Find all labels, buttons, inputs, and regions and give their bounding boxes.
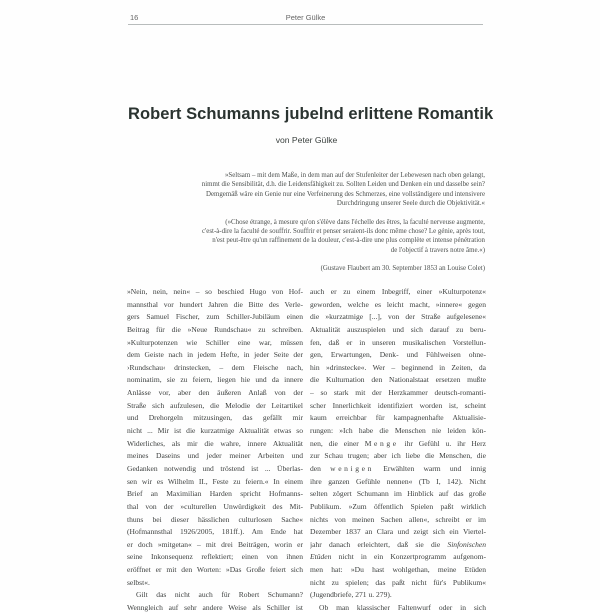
header-rule	[128, 24, 483, 25]
body-line: ›Rundschau‹ drinstecken, – dem Fleische nach,	[127, 362, 303, 372]
body-line: men hat: »Du hast wohlgethan, meine Etüden	[310, 565, 486, 575]
body-line: nominatim, sie zu feiern, liegen hie und da innere	[127, 375, 303, 385]
body-line: auch er zu einem Inbegriff, einer »Kulturpotenz«	[310, 287, 486, 296]
body-text: den	[310, 463, 321, 473]
body-text: Erwählten warm und innig	[383, 463, 486, 473]
body-line: Aktualität auszuspielen und sich darauf zu beru-	[310, 324, 486, 334]
body-line: nicht zu spielen; das paßt nicht für's Publikum«	[310, 577, 486, 587]
body-line: eröffnet er mit den Worten: »Das Große feiert sich	[127, 565, 303, 575]
body-line: zur Schau trugen; aber ich liebe die Menschen, die	[310, 451, 486, 461]
body-column-left	[127, 286, 303, 615]
body-text: nen, die einer	[310, 438, 359, 448]
body-line: Anlässe vor, aber den äußeren Anlaß von der	[127, 388, 303, 398]
body-line: »Kulturpotenzen wie Schiller eine war, müssen	[127, 337, 303, 347]
italic-title: Sinfonischen	[447, 539, 486, 549]
epigraph	[148, 171, 485, 274]
body-line: meines Daseins und jeder meiner Arbeiten und	[127, 451, 303, 461]
spaced-emphasis: wenigen	[330, 463, 374, 473]
body-line: sen wir es Wilhelm II., Feste zu feiern.« In einem	[127, 476, 303, 486]
body-line: thuns bei dieser hässlichen culturlosen Sache«	[127, 514, 303, 524]
epigraph-line: de l'objectif à travers notre âme.«)	[390, 246, 485, 254]
body-line: selten zögert Schumann im Hinblick auf das große	[310, 489, 486, 499]
spaced-emphasis: Menge	[364, 438, 399, 448]
body-line: Widerliches, als mir die wahre, innere Aktualität	[127, 438, 303, 448]
body-line: Beitrag für die »Neue Rundschau« zu schreiben.	[127, 324, 303, 334]
page-number: 16	[130, 13, 139, 22]
body-line: Wenngleich auf sehr andere Weise als Schiller ist	[127, 603, 303, 613]
body-line: thal von der »culturellen Unwürdigkeit des Mit-	[127, 501, 303, 511]
epigraph-line: »Seltsam – mit dem Maße, in dem man auf der Stufenleiter der Lebewesen nach oben gelangt,	[224, 172, 485, 179]
body-line	[310, 463, 486, 476]
running-head-author: Peter Gülke	[285, 13, 326, 22]
epigraph-line: Durchdringung unserer Seele durch die Objektivität.«	[336, 200, 485, 208]
body-line: geworden, welche es leicht macht, »innere« gegen	[310, 299, 486, 309]
epigraph-line: n'est peut-être qu'un raffinement de la douleur, c'est-à-dire une plus complète et intense pénétration	[212, 237, 485, 245]
body-line: dem Geiste nach in jedem Hefte, in jeder Seite der	[127, 350, 303, 360]
body-line: seine Inkonsequenz reflektiert; einen von ihnen	[127, 552, 303, 562]
body-line: die »kurzatmige [...], von der Straße aufgelesene«	[310, 312, 486, 322]
body-line: Gilt das nicht auch für Robert Schumann?	[136, 590, 303, 600]
body-line: gers Samuel Fischer, zum Schiller-Jubiläum einen	[127, 312, 303, 322]
body-line	[310, 539, 486, 552]
epigraph-german	[148, 171, 485, 209]
body-line: gen, Erwartungen, Denk- und Fühlweisen ohne-	[310, 350, 486, 360]
article-byline: von Peter Gülke	[275, 135, 338, 145]
body-line: Ob man klassischer Faltenwurf oder in sich	[319, 603, 486, 613]
body-line	[310, 438, 486, 451]
body-line: er doch »mitgetan« – mit drei Beiträgen, worin er	[127, 539, 303, 549]
body-line: scher Innerlichkeit identifiziert worden ist, scheint	[310, 400, 486, 410]
body-line: Dezember 1837 an Clara und zeigt sich ein Viertel-	[310, 527, 486, 537]
body-column-right	[310, 286, 486, 615]
body-line: (Jugendbriefe, 271 u. 279).	[310, 590, 392, 600]
italic-title: Etüden	[310, 552, 332, 562]
body-line: Brief an Maximilian Harden spricht Hofmanns-	[127, 489, 303, 499]
body-line: selbst«.	[127, 577, 150, 587]
epigraph-source: (Gustave Flaubert am 30. September 1853 an Louise Colet)	[320, 265, 485, 273]
body-line: fen, daß er in unseren musikalischen Vorstellun-	[310, 337, 486, 347]
body-line: ihre ganzen Gefühle nennen« (Tb I, 142). Nicht	[310, 476, 486, 486]
body-line: hin »drinstecke«. Wer – beginnend in Zeiten, da	[310, 362, 486, 372]
body-text: ihr Gefühl u. ihr Herz	[404, 438, 486, 448]
body-line: und Drehorgeln mitzusingen, das gefällt mir	[127, 413, 303, 423]
body-text: nicht in ein Konzertprogramm aufgenom-	[338, 552, 486, 562]
body-text: jahr danach erleichtert, daß sie die	[310, 539, 441, 549]
body-line: Publikum. »Zum öffentlich Spielen paßt wirklich	[310, 501, 486, 511]
body-line: mannsthal vor hundert Jahren die Bitte des Verle-	[127, 299, 303, 309]
body-line: Gedanken notwendig und tröstend ist ... Überlas-	[127, 463, 303, 473]
body-line: kaum erreichbar für kampagnenhafte Aktualisie-	[310, 413, 486, 423]
body-line: die Kulturnation den Nationalstaat ersetzen mußte	[310, 375, 486, 385]
body-line: »Nein, nein, nein« – so beschied Hugo von Hof-	[127, 287, 303, 296]
body-line: Straße sich aufzulesen, die Melodie der Leitartikel	[127, 400, 303, 410]
epigraph-line: Demgemäß wäre ein Genie nur eine Verfeinerung des Schmerzes, eine vollständigere und intensivere	[205, 190, 485, 198]
body-line: rungen: »Ich habe die Menschen nie leiden kön-	[310, 426, 486, 436]
body-line: nicht ... Mir ist die kurzatmige Aktualität etwas so	[127, 426, 303, 436]
epigraph-french	[148, 218, 485, 256]
body-line: (Hofmannsthal 1926/2005, 181ff.). Am Ende hat	[127, 527, 303, 537]
body-line: – so stark mit der Herzkammer deutsch-romanti-	[310, 388, 486, 398]
article-title: Robert Schumanns jubelnd erlittene Romantik	[128, 105, 494, 123]
epigraph-line: (»Chose étrange, à mesure qu'on s'élève dans l'échelle des êtres, la faculté nerveuse augmente,	[225, 218, 485, 226]
body-line	[310, 551, 486, 564]
body-line: nichts von meinen Sachen allen«, schreibt er im	[310, 514, 486, 524]
epigraph-line: c'est-à-dire la faculté de souffrir. Souffrir et penser seraient-ils donc même chose? Le génie, après tout,	[201, 227, 485, 235]
epigraph-line: nimmt die Sensibilität, d.h. die Leidensfähigkeit zu. Sollten Leiden und Denken ein und dasselbe sein?	[201, 181, 485, 189]
